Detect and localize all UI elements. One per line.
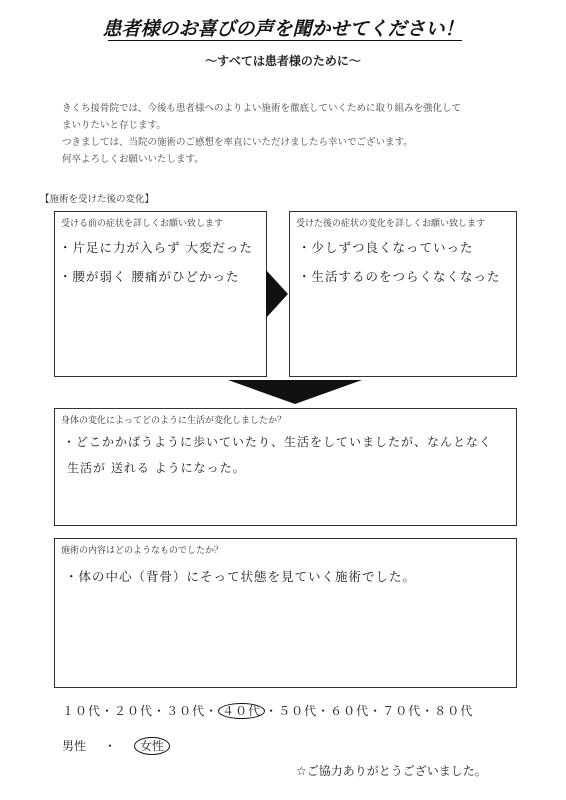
- intro-line: きくち接骨院では、今後も患者様へのよりよい施術を徹底していくために取り組みを強化して: [62, 103, 462, 114]
- age-separator: ・: [369, 704, 383, 718]
- intro-line: つきましては、当院の施術のご感想を率直にいただけましたら幸いでございます。: [62, 137, 413, 148]
- after-symptoms-label: 受けた後の症状の変化を詳しくお願い致します: [296, 219, 486, 229]
- treatment-answer-1: ・体の中心（背骨）にそって状態を見ていく施術でした。: [65, 569, 417, 584]
- gender-male[interactable]: 男性: [62, 739, 87, 753]
- age-separator: ・: [205, 704, 219, 718]
- after-answer-1: ・少しずつ良くなっていった: [298, 240, 474, 255]
- intro-text: [62, 100, 502, 168]
- before-symptoms-label: 受ける前の症状を詳しくお願い致します: [61, 219, 224, 229]
- before-symptoms-box[interactable]: [54, 211, 267, 377]
- treatment-box[interactable]: [54, 538, 517, 688]
- section-heading: 【施術を受けた後の変化】: [40, 194, 155, 205]
- before-answer-2: ・腰が弱く 腰痛がひどかった: [59, 269, 240, 284]
- age-separator: ・: [317, 704, 331, 718]
- age-option[interactable]: ８０代: [434, 704, 474, 718]
- life-answer-2: 生活が 送れる ようになった。: [67, 461, 246, 475]
- after-answer-2: ・生活するのをつらくなくなった: [298, 269, 501, 284]
- arrow-right-icon: [266, 270, 288, 318]
- gender-separator: ・: [104, 739, 117, 753]
- age-option-selected[interactable]: ４０代: [218, 703, 265, 719]
- age-option[interactable]: ７０代: [382, 704, 422, 718]
- before-answer-1: ・片足に力が入らず 大変だった: [59, 240, 253, 255]
- age-option[interactable]: ３０代: [166, 704, 206, 718]
- intro-line: 何卒よろしくお願いいたします。: [62, 154, 204, 165]
- title-underline: [108, 40, 462, 41]
- age-option[interactable]: ２０代: [114, 704, 154, 718]
- intro-line: まいりたいと存じます。: [62, 120, 166, 131]
- after-symptoms-box[interactable]: [289, 211, 517, 377]
- thanks-message: ☆ご協力ありがとうございました。: [296, 764, 487, 778]
- gender-selector[interactable]: [62, 737, 170, 754]
- page-subtitle: ～すべては患者様のために～: [205, 54, 361, 68]
- age-separator: ・: [265, 704, 279, 718]
- life-change-label: 身体の変化によってどのように生活が変化しましたか？: [61, 416, 287, 426]
- gender-female-selected[interactable]: 女性: [134, 737, 170, 755]
- age-separator: ・: [153, 704, 167, 718]
- age-selector[interactable]: [62, 702, 473, 719]
- age-separator: ・: [421, 704, 435, 718]
- age-separator: ・: [101, 704, 115, 718]
- arrow-down-icon: [228, 380, 362, 404]
- treatment-label: 施術の内容はどのようなものでしたか？: [61, 546, 224, 556]
- age-option[interactable]: ５０代: [278, 704, 318, 718]
- life-answer-1: ・どこかかばうように歩いていたり、生活をしていましたが、なんとなく: [63, 435, 493, 449]
- page-title: 患者様のお喜びの声を聞かせてください！: [102, 18, 464, 40]
- life-change-box[interactable]: [54, 408, 517, 526]
- age-option[interactable]: ６０代: [330, 704, 370, 718]
- age-option[interactable]: １０代: [62, 704, 102, 718]
